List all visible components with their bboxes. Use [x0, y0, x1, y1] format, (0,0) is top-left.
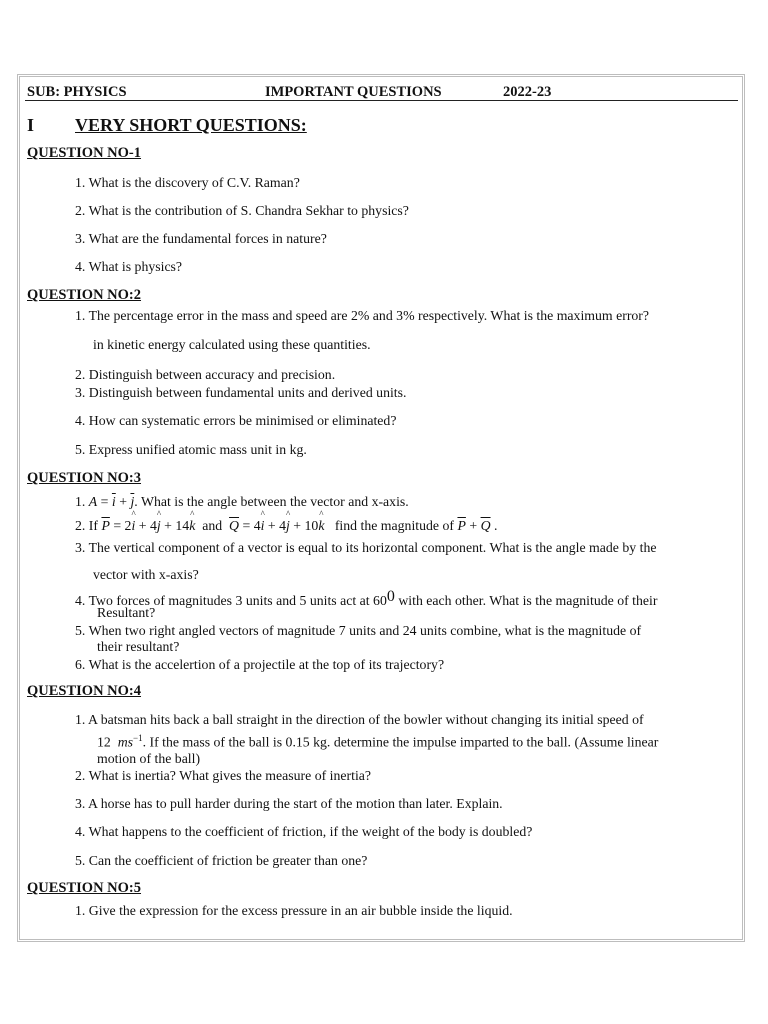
list-item-continuation: 12 $ms^{-1}$. If the mass of the ball is 0.15 kg. determine the impulse imparted to the ball. (Assume linear	[97, 733, 659, 750]
list-item: 5. When two right angled vectors of magnitude 7 units and 24 units combine, what is the magnitude of	[75, 623, 642, 638]
list-item: 4. What happens to the coefficient of friction, if the weight of the body is doubled?	[75, 824, 533, 839]
question-heading-3: QUESTION NO:3	[27, 470, 142, 486]
list-item: 5. Can the coefficient of friction be greater than one?	[75, 853, 368, 868]
list-item-continuation: Resultant?	[97, 605, 156, 620]
list-item: 3. What are the fundamental forces in nature?	[75, 231, 327, 246]
section-number: I	[27, 115, 35, 135]
list-item: 1. $A = \overline{i} + \overline{j}$. What is the angle between the vector and x-axis.	[75, 494, 409, 509]
list-item: 6. What is the accelertion of a projectile at the top of its trajectory?	[75, 657, 445, 672]
list-item: 1. A batsman hits back a ball straight in the direction of the bowler without changing its initial speed of	[75, 712, 644, 727]
header-rule	[25, 100, 738, 101]
list-item: 3. The vertical component of a vector is equal to its horizontal component. What is the angle made by the	[75, 540, 657, 555]
list-item: 4. What is physics?	[75, 259, 183, 274]
list-item-continuation: motion of the ball)	[97, 751, 201, 766]
list-item: 1. The percentage error in the mass and speed are 2% and 3% respectively. What is the maximum error?	[75, 308, 650, 323]
list-item: 2. If $\overline{P}$ = 2^ i + 4^ j + 14^ k and $\overline{Q}$ = 4^ i + 4^ j + 10^ k find the magnitude of $\overline{P} + \overline{Q}$ .	[75, 518, 497, 534]
subject-label: SUB: PHYSICS	[27, 84, 127, 100]
question-heading-2: QUESTION NO:2	[27, 287, 142, 303]
section-title: VERY SHORT QUESTIONS:	[75, 115, 307, 135]
list-item: 2. What is the contribution of S. Chandra Sekhar to physics?	[75, 203, 409, 218]
question-heading-4: QUESTION NO:4	[27, 683, 142, 699]
list-item: 5. Express unified atomic mass unit in kg.	[75, 442, 307, 457]
list-item: 3. A horse has to pull harder during the start of the motion than later. Explain.	[75, 796, 503, 811]
list-item-continuation: in kinetic energy calculated using these quantities.	[93, 337, 371, 352]
document-title: IMPORTANT QUESTIONS	[265, 84, 442, 100]
question-heading-5: QUESTION NO:5	[27, 880, 142, 896]
list-item-continuation: their resultant?	[97, 639, 180, 654]
list-item: 2. Distinguish between accuracy and precision.	[75, 367, 336, 382]
list-item: 4. How can systematic errors be minimised or eliminated?	[75, 413, 397, 428]
list-item-continuation: vector with x-axis?	[93, 567, 199, 582]
list-item: 3. Distinguish between fundamental units and derived units.	[75, 385, 407, 400]
list-item: 4. Two forces of magnitudes 3 units and 5 units act at 600 with each other. What is the magnitude of their	[75, 588, 658, 608]
list-item: 2. What is inertia? What gives the measure of inertia?	[75, 768, 372, 783]
question-heading-1: QUESTION NO-1	[27, 145, 142, 161]
list-item: 1. Give the expression for the excess pressure in an air bubble inside the liquid.	[75, 903, 513, 918]
list-item: 1. What is the discovery of C.V. Raman?	[75, 175, 300, 190]
academic-year: 2022-23	[503, 84, 552, 100]
